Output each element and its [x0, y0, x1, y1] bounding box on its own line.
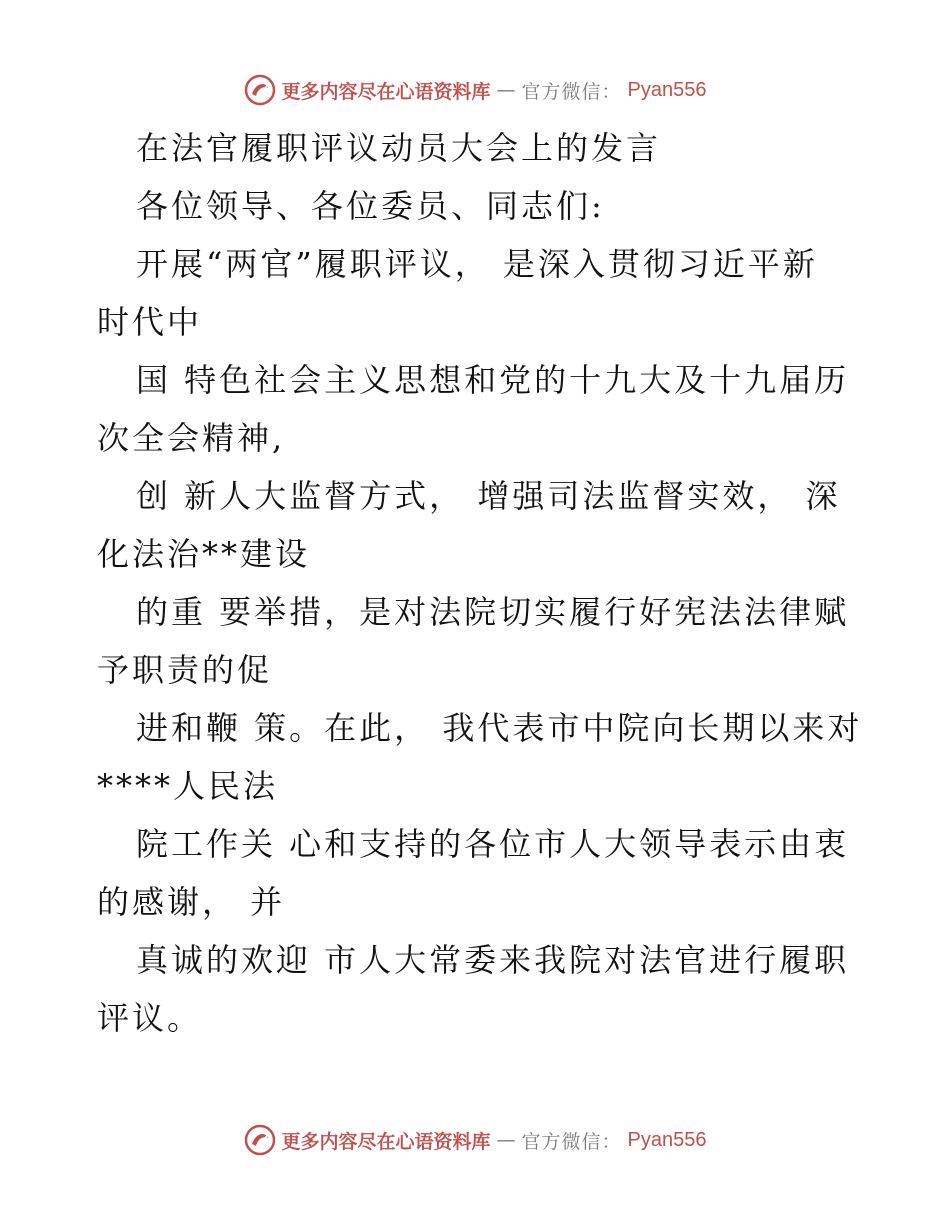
- paragraph-line: 院工作关 心和支持的各位市人大领导表示由衷: [136, 825, 850, 863]
- paragraph-line: 开展“两官”履职评议， 是深入贯彻习近平新: [136, 245, 818, 283]
- paragraph-line: 的重 要举措，是对法院切实履行好宪法法律赋: [136, 593, 850, 631]
- leaf-swirl-logo-icon: [244, 1124, 276, 1156]
- paragraph-line: ****人民法: [97, 767, 279, 805]
- paragraph-line: 化法治**建设: [97, 535, 311, 573]
- paragraph-line: 次全会精神,: [97, 419, 286, 457]
- watermark-site-text: 更多内容尽在心语资料库: [281, 1130, 491, 1153]
- watermark-site-text: 更多内容尽在心语资料库: [281, 80, 491, 103]
- salutation: 各位领导、各位委员、同志们:: [136, 187, 605, 225]
- watermark-label: 官方微信：: [521, 1130, 622, 1153]
- paragraph-line: 予职责的促: [97, 651, 273, 689]
- paragraph-line: 评议。: [97, 999, 203, 1037]
- paragraph-line: 真诚的欢迎 市人大常委来我院对法官进行履职: [136, 941, 850, 979]
- watermark-wechat-id: Pyan556: [627, 1128, 707, 1151]
- leaf-swirl-logo-icon: [244, 74, 276, 106]
- footer-watermark: [0, 1120, 950, 1160]
- watermark-separator: —: [496, 1129, 516, 1151]
- paragraph-line: 创 新人大监督方式， 增强司法监督实效， 深: [136, 477, 841, 515]
- watermark-wechat-id: Pyan556: [627, 78, 707, 101]
- paragraph-line: 的感谢， 并: [97, 883, 286, 921]
- watermark-separator: —: [496, 79, 516, 101]
- watermark-label: 官方微信：: [521, 80, 622, 103]
- paragraph-line: 进和鞭 策。在此， 我代表市中院向长期以来对: [136, 709, 863, 747]
- paragraph-line: 国 特色社会主义思想和党的十九大及十九届历: [136, 361, 850, 399]
- document-title: 在法官履职评议动员大会上的发言: [136, 129, 662, 167]
- header-watermark: [0, 70, 950, 110]
- paragraph-line: 时代中: [97, 303, 203, 341]
